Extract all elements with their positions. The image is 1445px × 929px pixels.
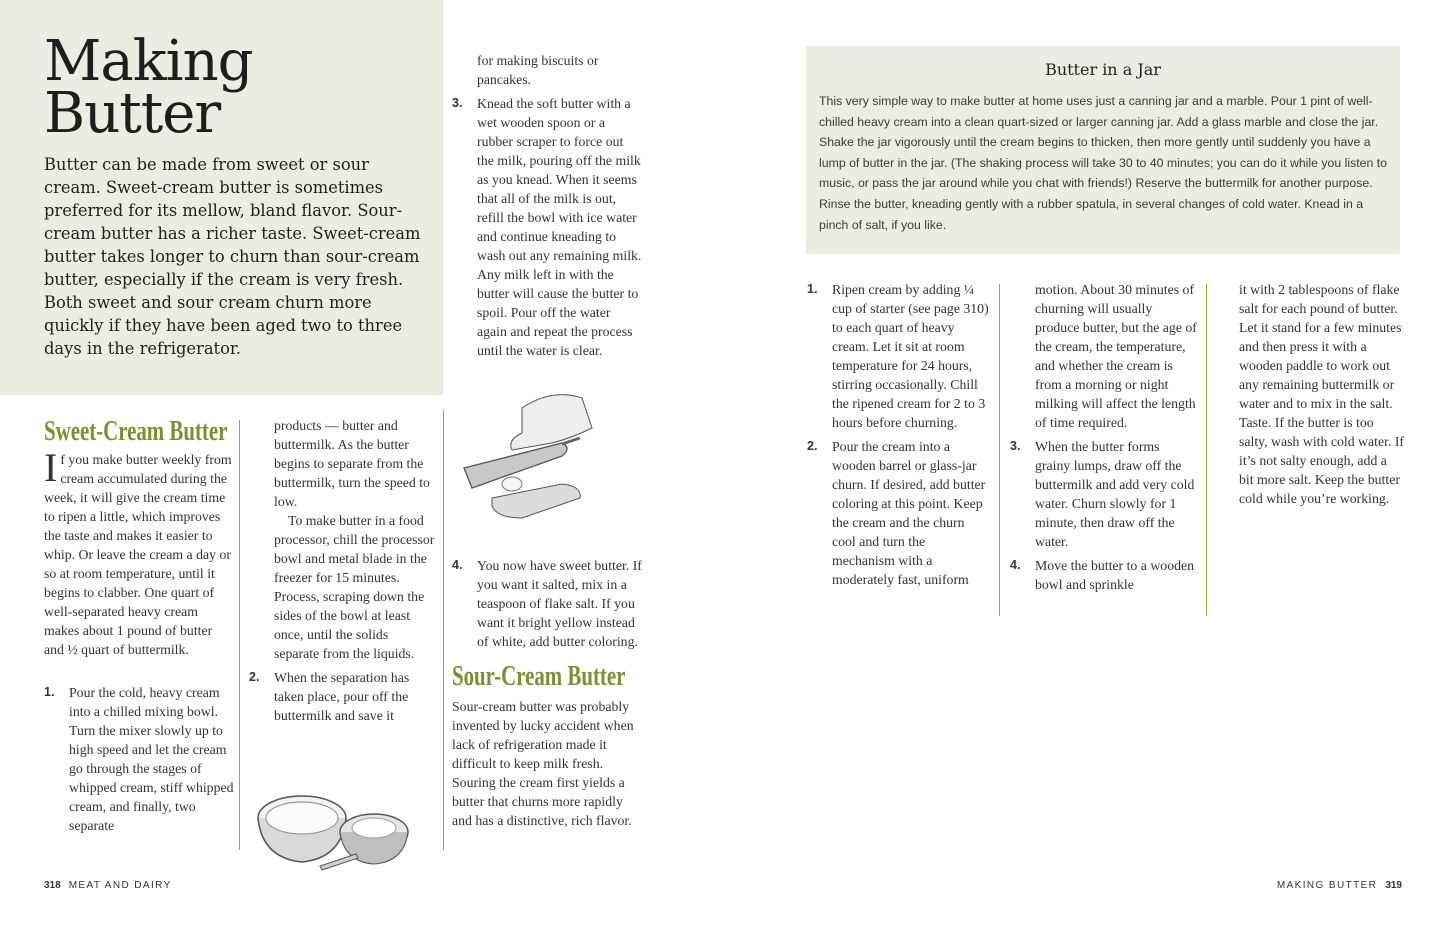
right-column-3 xyxy=(1214,280,1404,508)
steps-list-left-4 xyxy=(452,556,642,651)
step-text: When the separation has taken place, pour off the buttermilk and save it xyxy=(274,670,410,723)
running-head: MEAT AND DAIRY xyxy=(68,880,172,891)
running-head: MAKING BUTTER xyxy=(1276,880,1378,891)
column-divider xyxy=(999,284,1000,616)
step-1 xyxy=(807,280,991,432)
step-number: 4. xyxy=(452,558,463,572)
sweet-cream-body xyxy=(44,445,234,659)
title-line-2: Butter xyxy=(44,81,221,146)
right-column-1 xyxy=(807,280,991,589)
sweet-cream-text: f you make butter weekly from cream accumulated during the week, it will give the cream time to ripen a little, which improves the taste and makes it easier to whip. Or leave the cream a day or so at room temperature, until it begins to clabber. One quart of well-separated heavy cream makes about 1 pound of butter and ½ quart of buttermilk. xyxy=(44,452,232,657)
footer-right xyxy=(1277,880,1402,891)
steps-list-left xyxy=(44,683,234,835)
sweet-cream-heading: Sweet-Cream Butter xyxy=(44,415,228,447)
column-1 xyxy=(44,416,234,835)
page-number: 318 xyxy=(44,880,61,891)
intro-paragraph: Butter can be made from sweet or sour cream. Sweet-cream butter is sometimes preferred for its mellow, bland flavor. Sour-cream butter has a richer taste. Sweet-cream butter takes longer to churn than sour-cream butter, especially if the cream is very fresh. Both sweet and sour cream churn more quickly if they have been aged two to three days in the refrigerator. xyxy=(44,155,421,358)
steps-list-left-2 xyxy=(249,668,435,725)
column-3 xyxy=(452,51,642,360)
page-number: 319 xyxy=(1385,880,1402,891)
steps-list-right-2 xyxy=(1010,437,1198,594)
step-2-continued: motion. About 30 minutes of churning will usually produce butter, but the age of the cream, the temperature, and whether the cream is from a morning or night milking will affect the length of time required. xyxy=(1035,282,1197,430)
footer-left xyxy=(44,880,172,891)
drop-cap: I xyxy=(44,445,58,490)
bowl-and-strainer-illustration xyxy=(252,758,437,876)
step-number: 3. xyxy=(1010,439,1021,453)
step-text: Ripen cream by adding ¼ cup of starter (see page 310) to each quart of heavy cream. Let it sit at room temperature for 24 hours, stirring occasionally. Chill the ripened cream for 2 to 3 hours before churning. xyxy=(832,282,989,430)
step-3 xyxy=(1010,437,1198,551)
step-number: 1. xyxy=(44,685,55,699)
sidebar-title: Butter in a Jar xyxy=(1045,60,1161,79)
step-3 xyxy=(452,94,642,360)
right-column-2 xyxy=(1010,280,1198,594)
step-4-continued: it with 2 tablespoons of flake salt for each pound of butter. Let it stand for a few minutes and then press it with a wooden paddle to work out any remaining buttermilk or water and to mix in the salt. Taste. If the butter is too salty, wash with cold water. If it’s not salty enough, add a bit more salt. Keep the butter cold while you’re working. xyxy=(1239,282,1405,506)
step-number: 3. xyxy=(452,96,463,110)
step-1 xyxy=(44,683,234,835)
title-line-1: Making xyxy=(44,29,253,94)
step-number: 2. xyxy=(807,439,818,453)
step-number: 4. xyxy=(1010,558,1021,572)
step-number: 1. xyxy=(807,282,818,296)
step-text: You now have sweet butter. If you want it salted, mix in a teaspoon of flake salt. If you want it bright yellow instead of white, add butter coloring. xyxy=(477,558,642,649)
step-number: 2. xyxy=(249,670,260,684)
step-4 xyxy=(1010,556,1198,594)
column-2 xyxy=(249,416,435,725)
column-divider xyxy=(443,410,444,850)
step-text: Knead the soft butter with a wet wooden spoon or a rubber scraper to force out the milk, pouring off the milk as you knead. When it seems that all of the milk is out, refill the bowl with ice water and continue kneading to wash out any remaining milk. Any milk left in with the butter will cause the butter to spoil. Pour off the water again and repeat the process until the water is clear. xyxy=(477,96,642,358)
step-4 xyxy=(452,556,642,651)
step-text: When the butter forms grainy lumps, draw off the buttermilk and add very cold water. Churn slowly for 1 minute, then draw off the water. xyxy=(1035,439,1195,549)
sour-cream-body: Sour-cream butter was probably invented by lucky accident when lack of refrigeration made it difficult to keep milk fresh. Souring the cream first yields a butter that churns more rapidly and has a distinctive, rich flavor. xyxy=(452,699,634,828)
kneading-butter-illustration xyxy=(462,388,602,538)
sour-cream-heading: Sour-Cream Butter xyxy=(452,660,626,692)
page-title xyxy=(44,29,253,146)
step-2 xyxy=(249,668,435,725)
steps-list-left-3 xyxy=(452,94,642,360)
step-text: Pour the cold, heavy cream into a chilled mixing bowl. Turn the mixer slowly up to high speed and let the cream go through the stages of whipped cream, stiff whipped cream, and finally, two separate xyxy=(69,685,234,833)
sidebar-text: This very simple way to make butter at home uses just a canning jar and a marble. Pour 1 pint of well-chilled heavy cream into a clean quart-sized or larger canning jar. Add a glass marble and close the jar. Shake the jar vigorously until the cream begins to thicken, then more gently until suddenly you have a lump of butter in the jar. (The shaking process will take 30 to 40 minutes; you can do it while you listen to music, or pass the jar around while you chat with friends!) Reserve the buttermilk for another purpose. Rinse the butter, kneading gently with a rubber spatula, in several changes of cold water. Knead in a pinch of salt, if you like. xyxy=(819,94,1388,232)
step-2-continued: for making biscuits or pancakes. xyxy=(477,53,599,87)
step-text: Pour the cream into a wooden barrel or glass-jar churn. If desired, add butter coloring at this point. Keep the cream and the churn cool and turn the mechanism with a moderately fast, uniform xyxy=(832,439,986,587)
column-3-lower xyxy=(452,556,642,830)
column-divider xyxy=(239,420,240,850)
food-processor-note: To make butter in a food processor, chill the processor bowl and metal blade in the freezer for 15 minutes. Process, scraping down the sides of the bowl at least once, until the solids separate from the liquids. xyxy=(274,513,435,661)
step-text: Move the butter to a wooden bowl and sprinkle xyxy=(1035,558,1195,592)
steps-list-right xyxy=(807,280,991,589)
column-divider xyxy=(1206,284,1207,616)
step-1-continued: products — butter and buttermilk. As the butter begins to separate from the buttermilk, turn the speed to low. xyxy=(274,418,430,509)
step-2 xyxy=(807,437,991,589)
